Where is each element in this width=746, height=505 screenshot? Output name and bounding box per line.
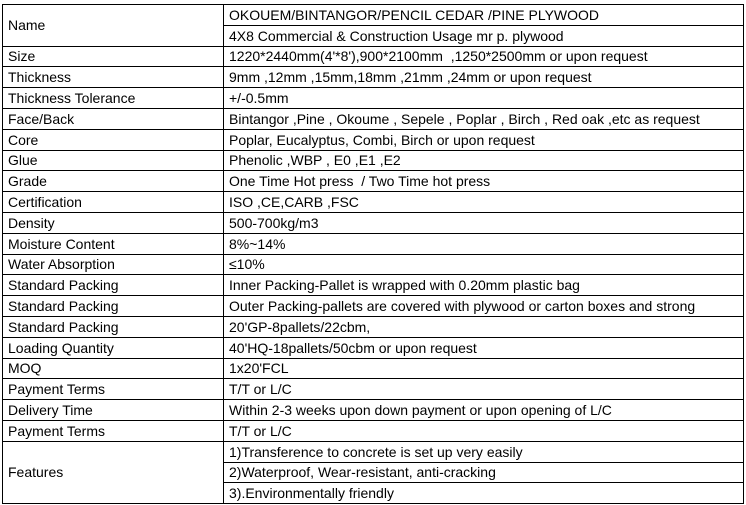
table-row — [3, 150, 744, 171]
spec-value-name-1: OKOUEM/BINTANGOR/PENCIL CEDAR /PINE PLYWOOD — [224, 5, 744, 26]
table-row — [3, 316, 744, 337]
spec-label-standard-packing: Standard Packing — [3, 275, 224, 296]
spec-value-density: 500-700kg/m3 — [224, 212, 744, 233]
spec-value-thickness: 9mm ,12mm ,15mm,18mm ,21mm ,24mm or upon request — [224, 67, 744, 88]
table-row — [3, 233, 744, 254]
spec-value-thickness-tolerance: +/-0.5mm — [224, 88, 744, 109]
table-row — [3, 46, 744, 67]
spec-label-loading-quantity: Loading Quantity — [3, 337, 224, 358]
spec-value-features-2: 2)Waterproof, Wear-resistant, anti-cracking — [224, 462, 744, 483]
spec-label-glue: Glue — [3, 150, 224, 171]
table-row — [3, 254, 744, 275]
spec-table-body — [3, 5, 744, 504]
spec-label-payment-terms: Payment Terms — [3, 379, 224, 400]
spec-label-delivery-time: Delivery Time — [3, 400, 224, 421]
table-row — [3, 337, 744, 358]
spec-label-core: Core — [3, 129, 224, 150]
spec-value-name-2: 4X8 Commercial & Construction Usage mr p. plywood — [224, 25, 744, 46]
spec-label-grade: Grade — [3, 171, 224, 192]
spec-value-standard-packing: Outer Packing-pallets are covered with plywood or carton boxes and strong — [224, 296, 744, 317]
spec-label-moisture-content: Moisture Content — [3, 233, 224, 254]
table-row — [3, 67, 744, 88]
table-row — [3, 171, 744, 192]
spec-label-face-back: Face/Back — [3, 108, 224, 129]
spec-label-payment-terms: Payment Terms — [3, 420, 224, 441]
table-row — [3, 358, 744, 379]
table-row — [3, 441, 744, 462]
table-row — [3, 275, 744, 296]
table-row — [3, 212, 744, 233]
spec-value-features-3: 3).Environmentally friendly — [224, 483, 744, 504]
spec-label-standard-packing: Standard Packing — [3, 296, 224, 317]
table-row — [3, 296, 744, 317]
spec-label-features: Features — [3, 441, 224, 503]
spec-value-standard-packing: 20'GP-8pallets/22cbm, — [224, 316, 744, 337]
spec-value-moq: 1x20'FCL — [224, 358, 744, 379]
spec-value-payment-terms: T/T or L/C — [224, 379, 744, 400]
spec-value-payment-terms: T/T or L/C — [224, 420, 744, 441]
spec-label-standard-packing: Standard Packing — [3, 316, 224, 337]
spec-label-density: Density — [3, 212, 224, 233]
spec-value-moisture-content: 8%~14% — [224, 233, 744, 254]
table-row — [3, 192, 744, 213]
spec-value-grade: One Time Hot press / Two Time hot press — [224, 171, 744, 192]
spec-label-moq: MOQ — [3, 358, 224, 379]
table-row — [3, 5, 744, 26]
table-row — [3, 379, 744, 400]
table-row — [3, 420, 744, 441]
spec-value-face-back: Bintangor ,Pine , Okoume , Sepele , Poplar , Birch , Red oak ,etc as request — [224, 108, 744, 129]
spec-value-features-1: 1)Transference to concrete is set up very easily — [224, 441, 744, 462]
spec-value-glue: Phenolic ,WBP , E0 ,E1 ,E2 — [224, 150, 744, 171]
spec-value-loading-quantity: 40'HQ-18pallets/50cbm or upon request — [224, 337, 744, 358]
spec-label-certification: Certification — [3, 192, 224, 213]
spec-label-size: Size — [3, 46, 224, 67]
table-row — [3, 108, 744, 129]
table-row — [3, 400, 744, 421]
spec-value-core: Poplar, Eucalyptus, Combi, Birch or upon request — [224, 129, 744, 150]
spec-label-thickness: Thickness — [3, 67, 224, 88]
spec-value-standard-packing: Inner Packing-Pallet is wrapped with 0.20mm plastic bag — [224, 275, 744, 296]
spec-label-thickness-tolerance: Thickness Tolerance — [3, 88, 224, 109]
table-row — [3, 88, 744, 109]
spec-table — [2, 4, 744, 504]
spec-value-delivery-time: Within 2-3 weeks upon down payment or upon opening of L/C — [224, 400, 744, 421]
spec-value-size: 1220*2440mm(4'*8'),900*2100mm ,1250*2500mm or upon request — [224, 46, 744, 67]
table-row — [3, 129, 744, 150]
spec-value-water-absorption: ≤10% — [224, 254, 744, 275]
spec-label-name: Name — [3, 5, 224, 47]
spec-value-certification: ISO ,CE,CARB ,FSC — [224, 192, 744, 213]
spec-label-water-absorption: Water Absorption — [3, 254, 224, 275]
